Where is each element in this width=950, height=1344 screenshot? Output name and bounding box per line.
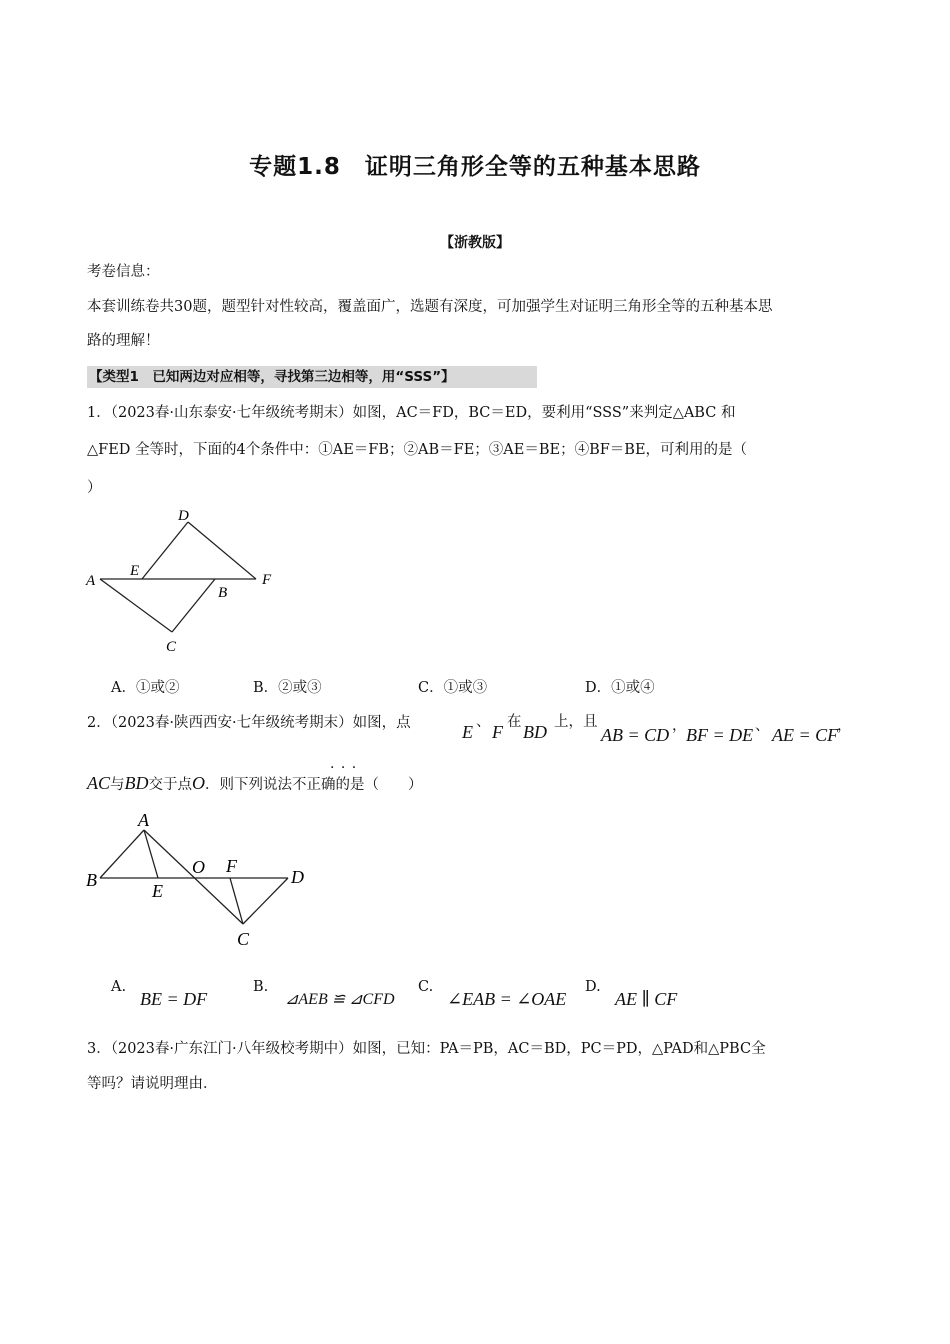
q1-line-1: 1．（2023春·山东泰安·七年级统考期末）如图，AC＝FD，BC＝ED，要利用“SSS”来判定△ABC 和 <box>87 405 736 421</box>
line-AC <box>100 579 172 632</box>
q2-text-jiaoyu: 交于点 <box>148 777 193 793</box>
edition-label: 【浙教版】 <box>440 235 510 251</box>
label-A: A <box>86 573 96 589</box>
label-E: E <box>152 881 163 901</box>
q2-option-a[interactable] <box>111 979 126 995</box>
label-D: D <box>291 867 304 887</box>
q2-cond-ab-cd: AB = CD <box>601 725 670 745</box>
q2-sep-2: 、 <box>755 718 770 734</box>
q2-option-a-letter: A. <box>111 979 127 995</box>
q2-zai: 在 <box>507 714 522 730</box>
q1-figure <box>80 500 300 660</box>
q2-option-d-math: AE ∥ CF <box>615 989 678 1009</box>
q2-option-b-letter: B. <box>253 979 269 995</box>
q2-segment-bd: BD <box>523 722 547 742</box>
q2-option-a-math: BE = DF <box>140 989 208 1009</box>
label-A: A <box>138 810 149 830</box>
line-DF <box>188 522 256 579</box>
q2-text-question: ．则下列说法不正确的是（ ） <box>205 777 423 793</box>
emphasis-dots: · · · <box>330 760 358 776</box>
q1-option-b[interactable]: B．②或③ <box>253 680 322 696</box>
q2-cond-bf-de: BF = DE <box>686 725 754 745</box>
info-label: 考卷信息： <box>87 264 160 280</box>
page-title: 专题1.8 证明三角形全等的五种基本思路 <box>249 154 701 180</box>
q2-option-b[interactable] <box>253 979 268 995</box>
q1-option-c[interactable]: C．①或③ <box>418 680 488 696</box>
q2-text-yu: 与 <box>110 777 125 793</box>
q2-option-c-math: ∠EAB = ∠OAE <box>447 989 567 1009</box>
line-DC <box>243 878 288 924</box>
q2-math-bd: BD <box>124 773 149 793</box>
q2-shang: 上，且 <box>554 714 598 730</box>
q3-line-1: 3．（2023春·广东江门·八年级校考期中）如图，已知：PA＝PB，AC＝BD，PC＝PD，△PAD和△PBC全 <box>87 1041 766 1057</box>
line-CB <box>172 579 215 632</box>
line-BA <box>100 830 144 878</box>
line-ED <box>142 522 188 579</box>
q1-option-a[interactable]: A．①或② <box>111 680 180 696</box>
q2-comma-1: ， <box>672 718 687 734</box>
intro-line-1: 本套训练卷共30题，题型针对性较高，覆盖面广，选题有深度，可加强学生对证明三角形全等的五种基本思 <box>87 299 773 315</box>
q3-line-2: 等吗？请说明理由． <box>87 1076 218 1092</box>
label-B: B <box>218 585 228 601</box>
label-C: C <box>166 639 177 655</box>
q2-prefix: 2．（2023春·陕西西安·七年级统考期末）如图，点 <box>87 715 411 731</box>
q2-option-c-letter: C. <box>418 979 434 995</box>
q2-figure <box>80 805 320 955</box>
q2-option-d-letter: D. <box>585 979 601 995</box>
q2-math-o: O <box>192 773 206 793</box>
q2-comma-2: ， <box>837 718 852 734</box>
q1-line-2: △FED 全等时，下面的4个条件中：①AE＝FB；②AB＝FE；③AE＝BE；④BF＝BE，可利用的是（ <box>87 442 748 458</box>
line-AC <box>144 830 243 924</box>
q2-line-2 <box>87 773 423 795</box>
q2-cond-ae-cf: AE = CF <box>772 725 839 745</box>
q1-option-d[interactable]: D．①或④ <box>585 680 655 696</box>
label-C: C <box>237 929 250 949</box>
label-B: B <box>86 870 97 890</box>
q1-line-3: ） <box>87 480 102 496</box>
q2-option-b-math: ⊿AEB ≌ ⊿CFD <box>285 991 395 1008</box>
q2-point-f: F <box>492 722 503 742</box>
label-D: D <box>178 508 189 524</box>
q2-math-ac: AC <box>87 773 111 793</box>
label-E: E <box>130 563 140 579</box>
q2-option-d[interactable] <box>585 979 601 995</box>
label-O: O <box>192 857 205 877</box>
intro-line-2: 路的理解！ <box>87 333 160 349</box>
section-heading-type1: 【类型1 已知两边对应相等，寻找第三边相等，用“SSS”】 <box>87 366 537 388</box>
label-F: F <box>262 572 272 588</box>
label-F: F <box>226 856 237 876</box>
q2-option-c[interactable] <box>418 979 433 995</box>
q2-point-e: E <box>462 722 473 742</box>
q2-sep-1: 、 <box>476 714 491 730</box>
